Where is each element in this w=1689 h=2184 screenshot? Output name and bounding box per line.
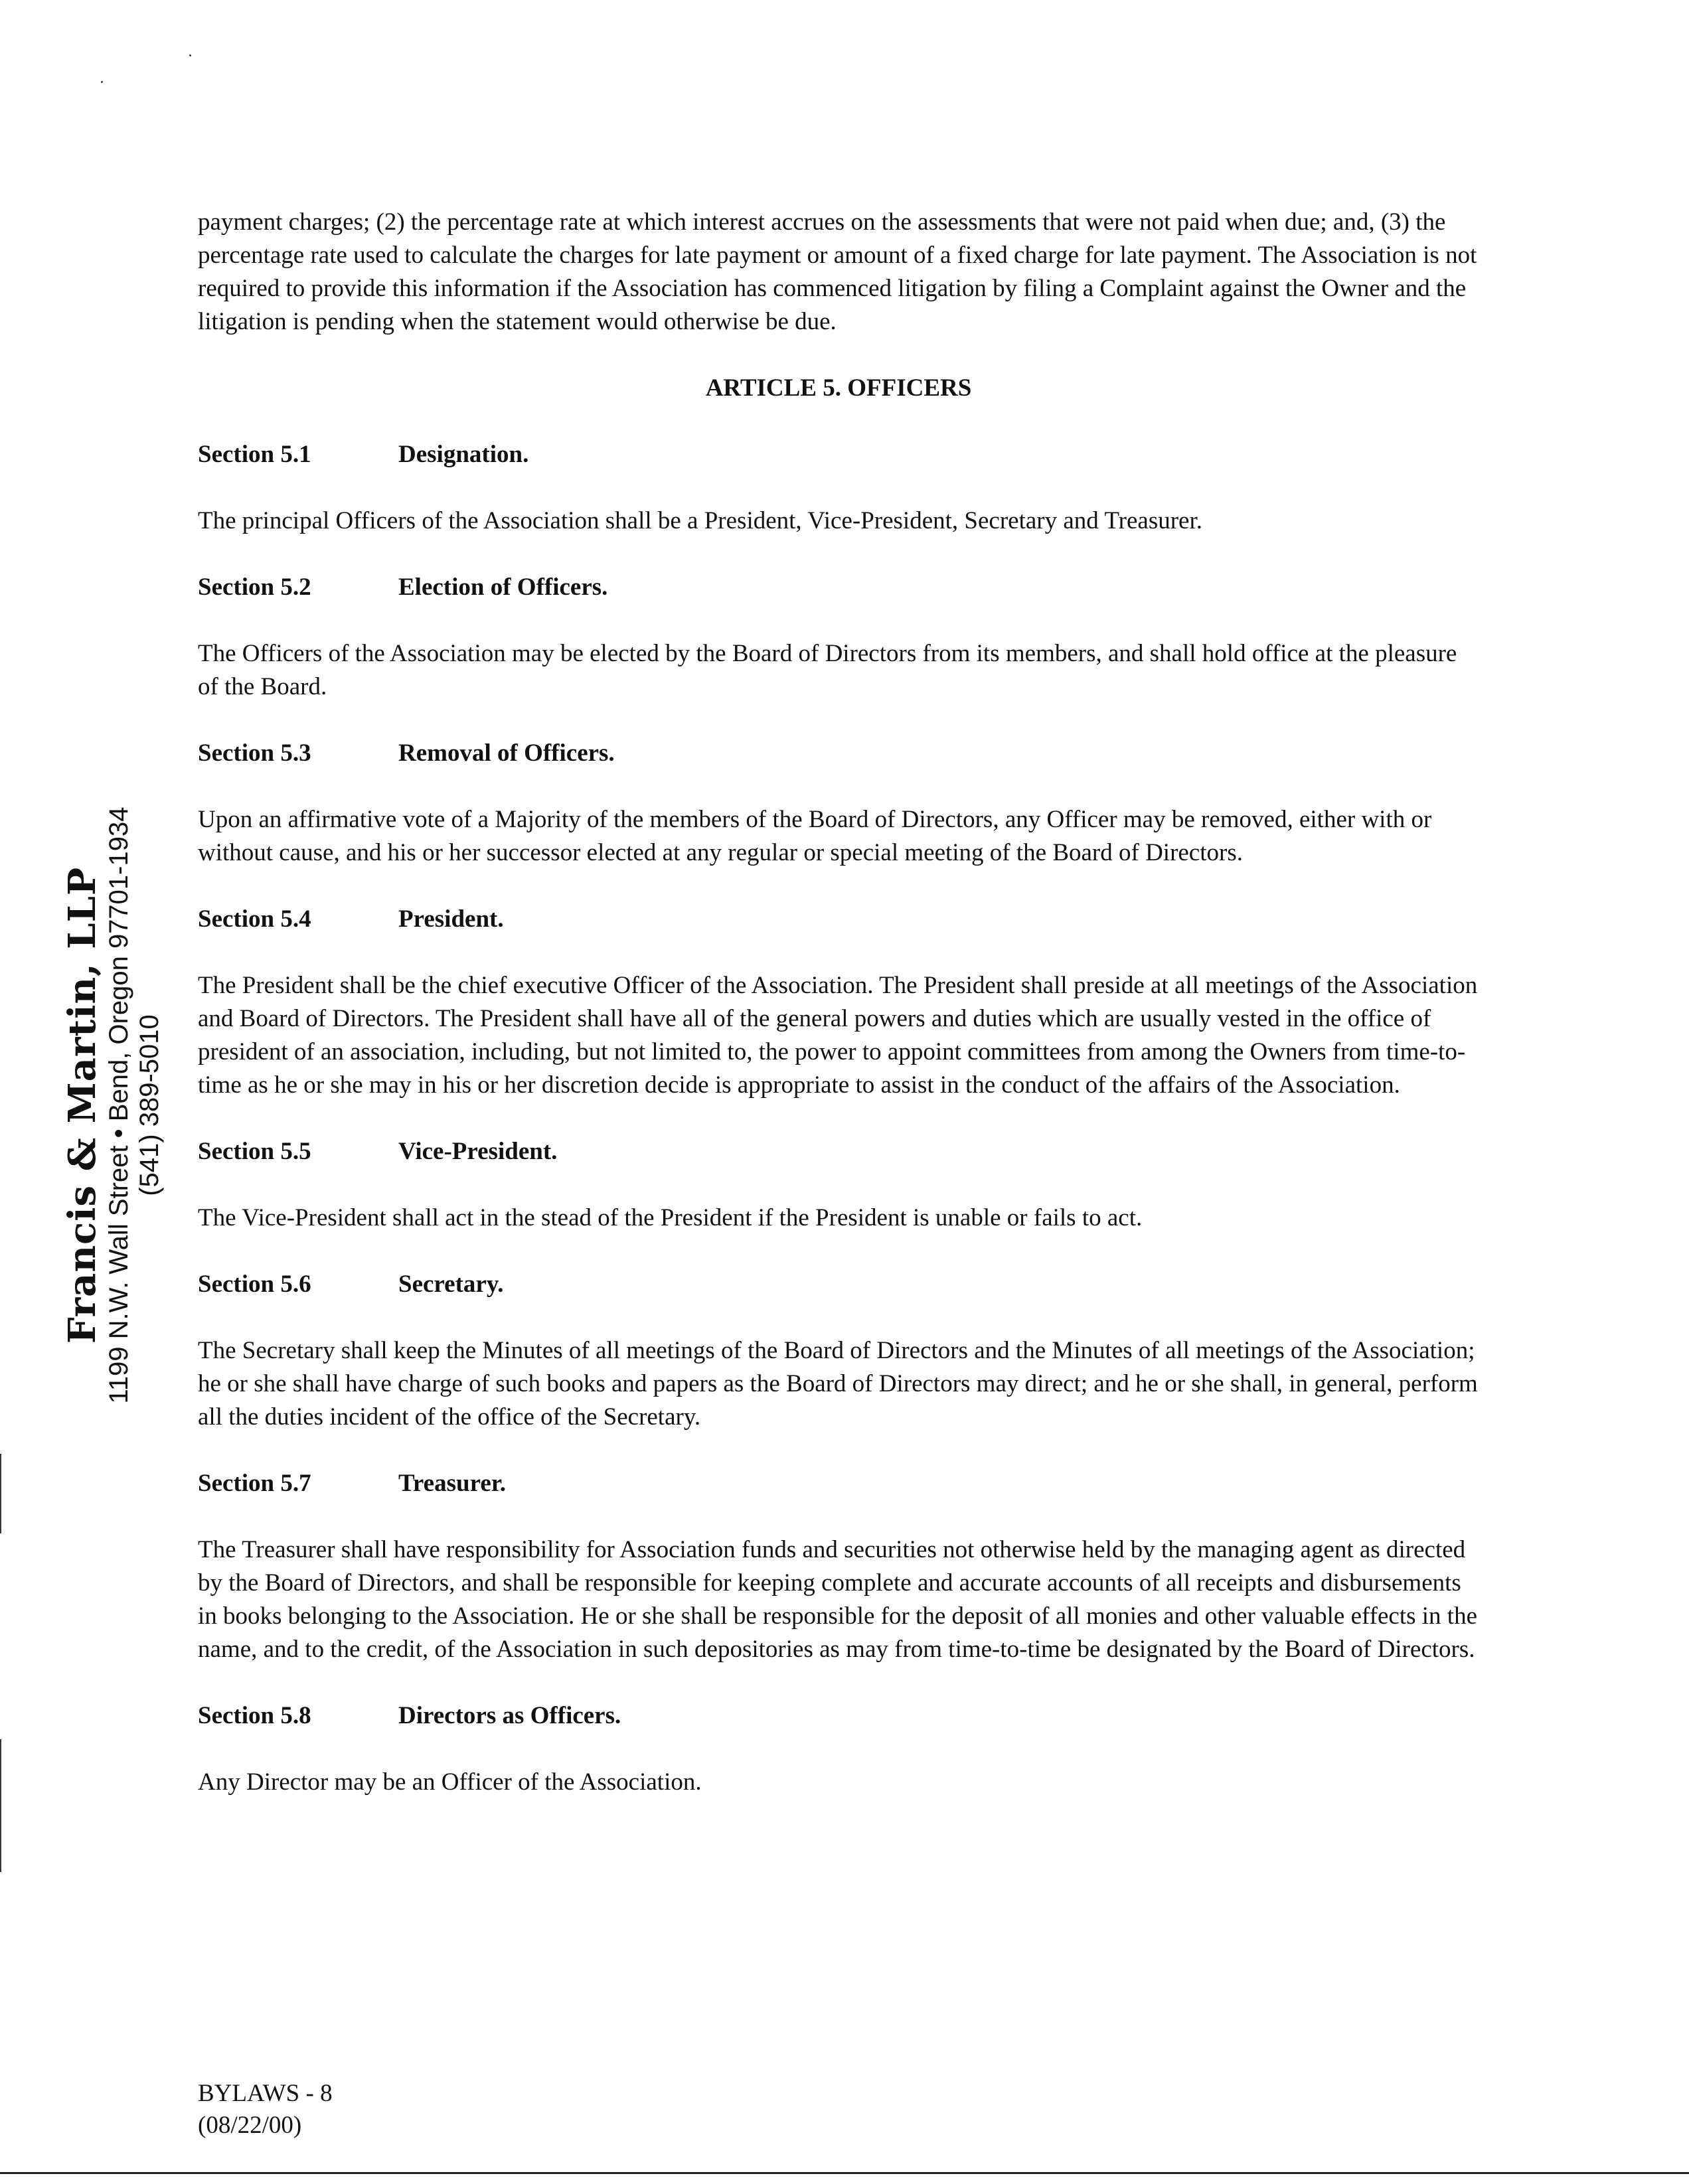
section-title: Secretary. <box>398 1271 504 1298</box>
page-footer <box>198 2078 333 2142</box>
section-heading <box>198 1268 1479 1301</box>
section-body: The Vice-President shall act in the stead of the President if the President is unable or fails to act. <box>198 1204 1143 1231</box>
section-5-7 <box>198 1467 1479 1666</box>
section-number: Section 5.2 <box>198 574 311 601</box>
footer-date: (08/22/00) <box>198 2112 302 2139</box>
scan-speck <box>101 81 103 83</box>
section-heading <box>198 737 1479 770</box>
section-body: Any Director may be an Officer of the Association. <box>198 1768 702 1796</box>
section-5-4 <box>198 903 1479 1102</box>
article-heading: ARTICLE 5. OFFICERS <box>705 374 972 402</box>
section-body: The Officers of the Association may be elected by the Board of Directors from its members, and shall hold office at the pleasure of the Board. <box>198 640 1457 700</box>
section-heading <box>198 903 1479 936</box>
firm-name: Francis & Martin, LLP <box>60 866 104 1344</box>
section-title: Designation. <box>398 441 529 468</box>
section-number: Section 5.8 <box>198 1702 311 1729</box>
section-5-6 <box>198 1268 1479 1434</box>
section-heading <box>198 1699 1479 1733</box>
section-number: Section 5.1 <box>198 441 311 468</box>
firm-letterhead-sidebar <box>46 777 179 1434</box>
footer-document-label: BYLAWS - 8 <box>198 2080 333 2107</box>
section-body: The Treasurer shall have responsibility for Association funds and securities not otherwise held by the managing agent as directed by the Board of Directors, and shall be responsible for keeping complete and accurate accounts of all receipts and disbursements in books belonging to the Association. He or she shall be responsible for the deposit of all monies and other valuable effects in the name, and to the credit, of the Association in such depositories as may from time-to-time be designated by the Board of Directors. <box>198 1536 1477 1663</box>
section-5-2 <box>198 571 1479 704</box>
section-heading <box>198 1467 1479 1500</box>
firm-address: 1199 N.W. Wall Street • Bend, Oregon 97701-1934 <box>104 807 133 1404</box>
section-5-3 <box>198 737 1479 870</box>
section-number: Section 5.7 <box>198 1470 311 1497</box>
bottom-rule <box>0 2172 1689 2174</box>
firm-letterhead-rotated <box>61 777 165 1434</box>
section-title: Treasurer. <box>398 1470 507 1497</box>
section-body: The principal Officers of the Association shall be a President, Vice-President, Secretary and Treasurer. <box>198 507 1202 534</box>
section-heading <box>198 438 1479 471</box>
section-number: Section 5.5 <box>198 1138 311 1165</box>
firm-phone: (541) 389-5010 <box>135 1014 164 1196</box>
scan-speck <box>189 54 191 56</box>
section-5-5 <box>198 1135 1479 1235</box>
section-number: Section 5.3 <box>198 740 311 767</box>
intro-paragraph: payment charges; (2) the percentage rate at which interest accrues on the assessments that were not paid when due; and, (3) the percentage rate used to calculate the charges for late payment or amount of a fixed charge for late payment. The Association is not required to provide this information if the Association has commenced litigation by filing a Complaint against the Owner and the litigation is pending when the statement would otherwise be due. <box>198 208 1477 335</box>
section-body: Upon an affirmative vote of a Majority of the members of the Board of Directors, any Officer may be removed, either with or without cause, and his or her successor elected at any regular or special meeting of the Board of Directors. <box>198 806 1432 866</box>
section-body: The President shall be the chief executive Officer of the Association. The President shall preside at all meetings of the Association and Board of Directors. The President shall have all of the general powers and duties which are usually vested in the office of president of an association, including, but not limited to, the power to appoint committees from among the Owners from time-to-time as he or she may in his or her discretion decide is appropriate to assist in the conduct of the affairs of the Association. <box>198 972 1478 1099</box>
section-5-1 <box>198 438 1479 538</box>
scan-margin-mark <box>0 1454 1 1533</box>
section-heading <box>198 571 1479 604</box>
section-body: The Secretary shall keep the Minutes of all meetings of the Board of Directors and the Minutes of all meetings of the Association; he or she shall have charge of such books and papers as the Board of Directors may direct; and he or she shall, in general, perform all the duties incident of the office of the Secretary. <box>198 1337 1478 1431</box>
section-5-8 <box>198 1699 1479 1799</box>
section-number: Section 5.4 <box>198 905 311 933</box>
section-title: Directors as Officers. <box>398 1702 621 1729</box>
section-title: President. <box>398 905 504 933</box>
document-body <box>198 206 1479 1832</box>
section-heading <box>198 1135 1479 1168</box>
section-title: Election of Officers. <box>398 574 608 601</box>
section-title: Removal of Officers. <box>398 740 615 767</box>
section-number: Section 5.6 <box>198 1271 311 1298</box>
section-title: Vice-President. <box>398 1138 558 1165</box>
scan-margin-mark <box>0 1739 1 1872</box>
